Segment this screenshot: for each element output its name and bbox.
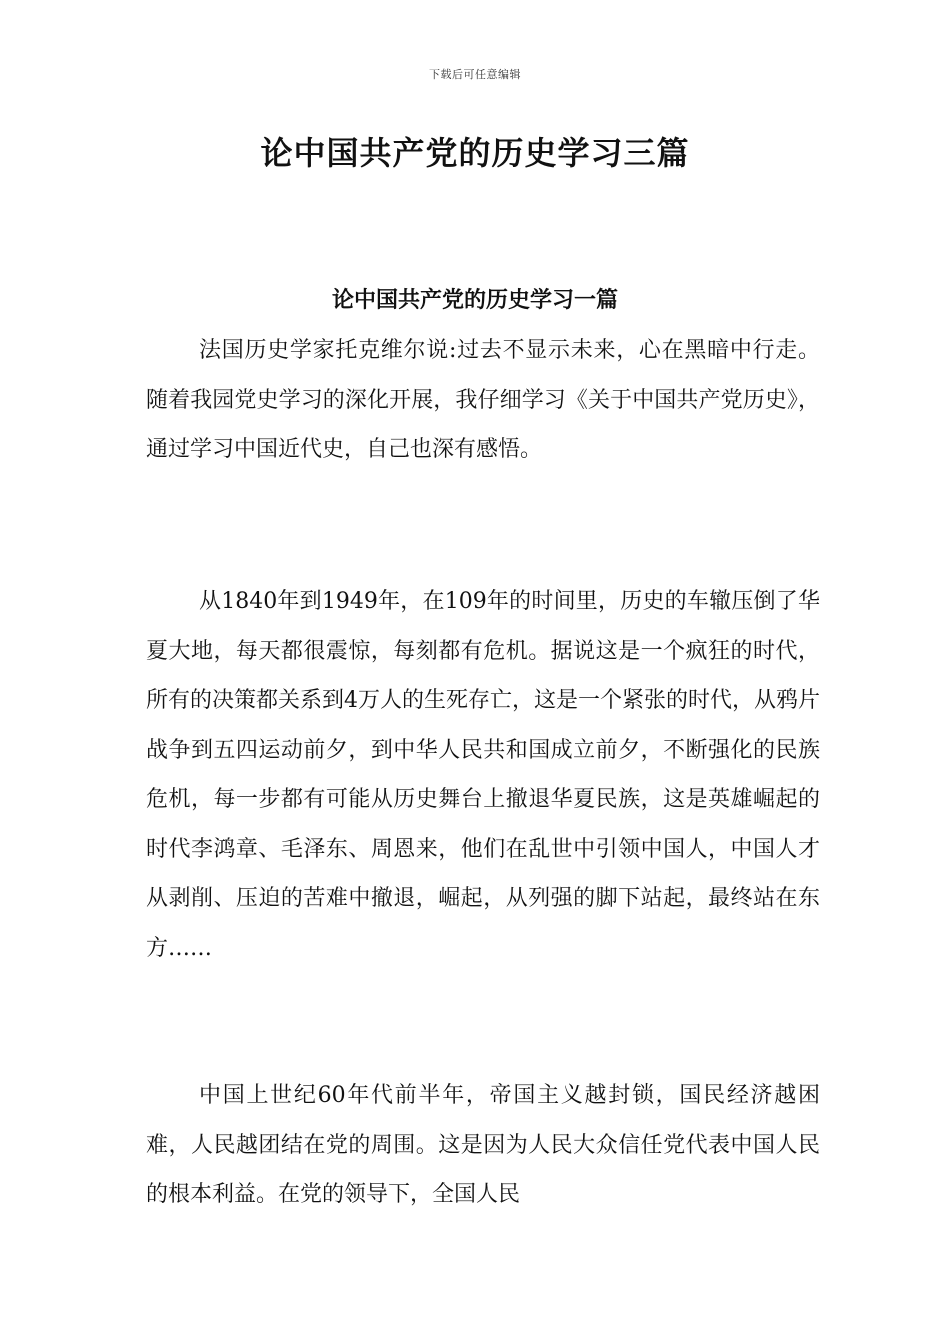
paragraph-2: 从1840年到1949年，在109年的时间里，历史的车辙压倒了华夏大地，每天都很震惊，每刻都有危机。据说这是一个疯狂的时代，所有的决策都关系到4万人的生死存亡，这是一个紧张的时代，从鸦片战争到五四运动前夕，到中华人民共和国成立前夕，不断强化的民族危机，每一步都有可能从历史舞台上撤退华夏民族，这是英雄崛起的时代李鸿章、毛泽东、周恩来，他们在乱世中引领中国人，中国人才从剥削、压迫的苦难中撤退，崛起，从列强的脚下站起，最终站在东方…… (146, 589, 820, 961)
document-title: 论中国共产党的历史学习三篇 (260, 134, 690, 172)
section-title: 论中国共产党的历史学习一篇 (331, 287, 618, 313)
paragraph-1: 法国历史学家托克维尔说:过去不显示未来，心在黑暗中行走。随着我园党史学习的深化开展，我仔细学习《关于中国共产党历史》，通过学习中国近代史，自己也深有感悟。 (146, 338, 820, 462)
header-note: 下载后可任意编辑 (429, 68, 521, 81)
paragraph-3: 中国上世纪60年代前半年，帝国主义越封锁，国民经济越困难，人民越团结在党的周围。这是因为人民大众信任党代表中国人民的根本利益。在党的领导下，全国人民 (146, 1083, 820, 1207)
